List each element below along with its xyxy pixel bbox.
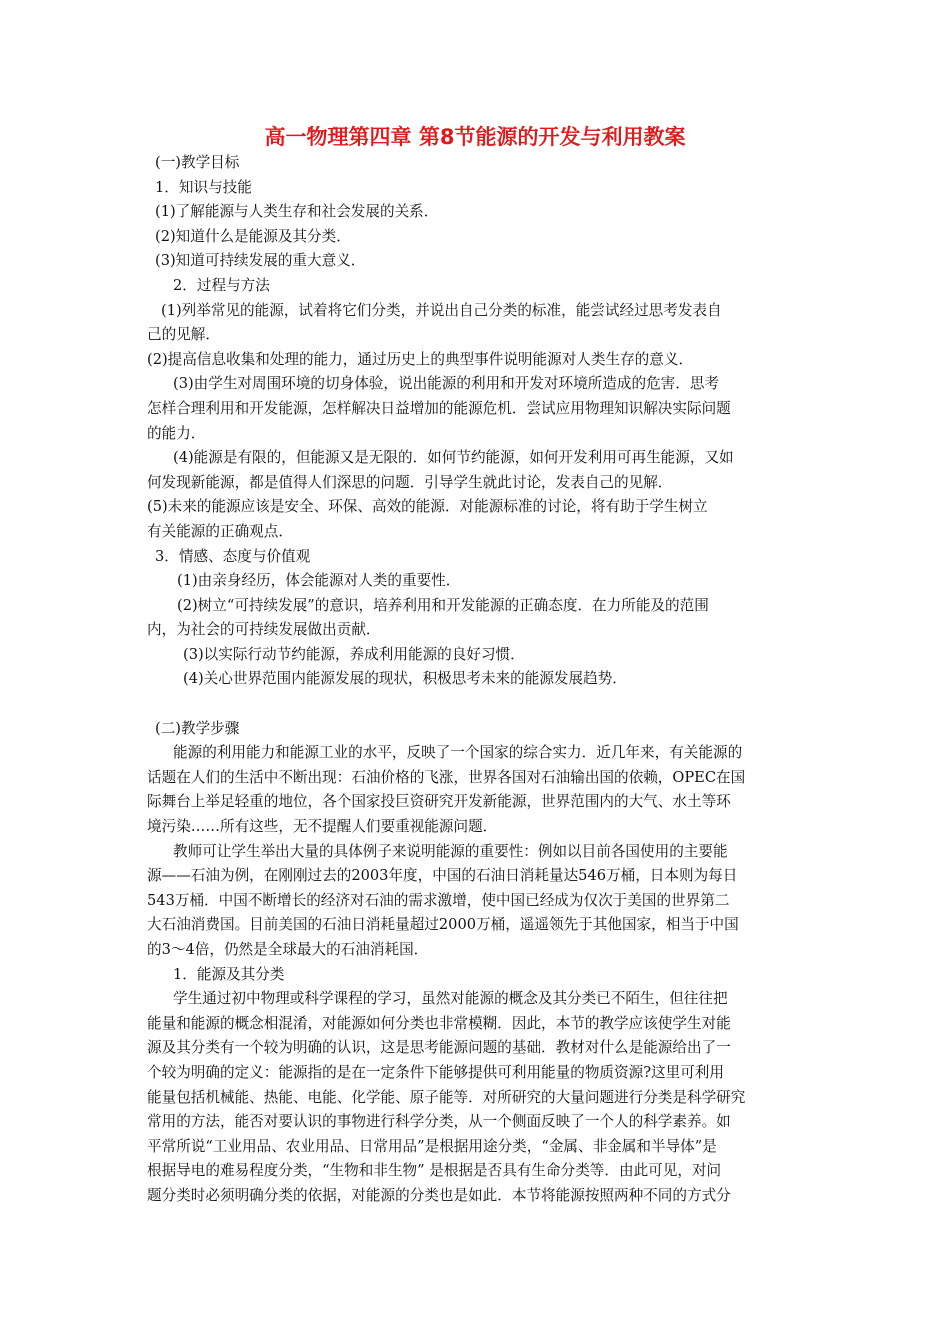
text-line: 际舞台上举足轻重的地位，各个国家投巨资研究开发新能源，世界范围内的大气、水土等环	[147, 793, 731, 811]
text-line: 个较为明确的定义：能源指的是在一定条件下能够提供可利用能量的物质资源?这里可利用	[147, 1063, 724, 1081]
text-line: (3)知道可持续发展的重大意义．	[155, 252, 366, 270]
text-line: (4)关心世界范围内能源发展的现状，积极思考未来的能源发展趋势．	[183, 670, 627, 688]
text-line: (2)树立“可持续发展”的意识，培养利用和开发能源的正确态度．在力所能及的范围	[177, 596, 709, 614]
text-line: (3)以实际行动节约能源，养成利用能源的良好习惯．	[183, 645, 525, 663]
text-line: 源——石油为例，在刚刚过去的2003年度，中国的石油日消耗量达546万桶，日本则为每日	[147, 867, 738, 885]
text-line: 内，为社会的可持续发展做出贡献．	[147, 621, 381, 639]
text-line: 源及其分类有一个较为明确的认识，这是思考能源问题的基础．教材对什么是能源给出了一	[147, 1039, 731, 1057]
text-line: 己的见解．	[147, 326, 220, 344]
text-line: (2)提高信息收集和处理的能力，通过历史上的典型事件说明能源对人类生存的意义．	[147, 350, 694, 368]
text-line: 的3～4倍，仍然是全球最大的石油消耗国．	[147, 941, 429, 958]
text-line: 能量包括机械能、热能、电能、化学能、原子能等．对所研究的大量问题进行分类是科学研究	[147, 1088, 746, 1106]
text-line: 大石油消费国。目前美国的石油日消耗量超过2000万桶，遥遥领先于其他国家，相当于中国	[147, 916, 739, 934]
text-line: 平常所说“工业用品、农业用品、日常用品”是根据用途分类，“金属、非金属和半导体”是	[147, 1137, 717, 1155]
text-line: 的能力．	[147, 424, 206, 442]
text-line: 能量和能源的概念相混淆，对能源如何分类也非常模糊．因此，本节的教学应该使学生对能	[147, 1014, 731, 1032]
text-line: 学生通过初中物理或科学课程的学习，虽然对能源的概念及其分类已不陌生，但往往把	[173, 990, 728, 1008]
subsection-heading: 1．知识与技能	[155, 178, 252, 196]
text-line: 何发现新能源，都是值得人们深思的问题．引导学生就此讨论，发表自己的见解．	[147, 473, 673, 491]
text-line: 题分类时必须明确分类的依据，对能源的分类也是如此．本节将能源按照两种不同的方式分	[147, 1186, 731, 1204]
document-body	[147, 151, 812, 1209]
text-line: 有关能源的正确观点．	[147, 522, 293, 540]
text-line: (3)由学生对周围环境的切身体验，说出能源的利用和开发对环境所造成的危害．思考	[173, 375, 720, 393]
document-title: 高一物理第四章 第8节能源的开发与利用教案	[264, 125, 686, 149]
text-line: 话题在人们的生活中不断出现：石油价格的飞涨，世界各国对石油输出国的依赖，OPEC在国	[147, 768, 746, 786]
subsection-heading: 3．情感、态度与价值观	[155, 547, 311, 565]
text-line: 境污染……所有这些，无不提醒人们要重视能源问题．	[147, 818, 498, 836]
subsection-heading: 2．过程与方法	[173, 276, 270, 294]
text-line: 怎样合理利用和开发能源，怎样解决日益增加的能源危机．尝试应用物理知识解决实际问题	[147, 399, 731, 417]
paragraph-gap	[147, 692, 812, 717]
text-line: (2)知道什么是能源及其分类．	[155, 227, 351, 245]
text-line: (4)能源是有限的，但能源又是无限的．如何节约能源，如何开发利用可再生能源，又如	[173, 449, 734, 467]
text-line: 能源的利用能力和能源工业的水平，反映了一个国家的综合实力．近几年来，有关能源的	[173, 744, 743, 762]
text-line: (1)列举常见的能源，试着将它们分类，并说出自己分类的标准，能尝试经过思考发表自	[161, 301, 722, 319]
subsection-heading: 1．能源及其分类	[173, 965, 285, 983]
section-heading: (一)教学目标	[155, 154, 240, 171]
text-line: (5)未来的能源应该是安全、环保、高效的能源．对能源标准的讨论，将有助于学生树立	[147, 498, 708, 516]
text-line: (1)了解能源与人类生存和社会发展的关系．	[155, 203, 439, 221]
text-line: 543万桶．中国不断增长的经济对石油的需求激增，使中国已经成为仅次于美国的世界第二	[147, 891, 730, 909]
text-line: (1)由亲身经历，体会能源对人类的重要性．	[177, 572, 461, 590]
section-heading: (二)教学步骤	[155, 719, 240, 737]
text-line: 教师可让学生举出大量的具体例子来说明能源的重要性：例如以目前各国使用的主要能	[173, 842, 728, 860]
text-line: 根据导电的难易程度分类，“生物和非生物” 是根据是否具有生命分类等．由此可见，对问	[147, 1162, 722, 1180]
text-line: 常用的方法，能否对要认识的事物进行科学分类，从一个侧面反映了一个人的科学素养。如	[147, 1113, 731, 1131]
